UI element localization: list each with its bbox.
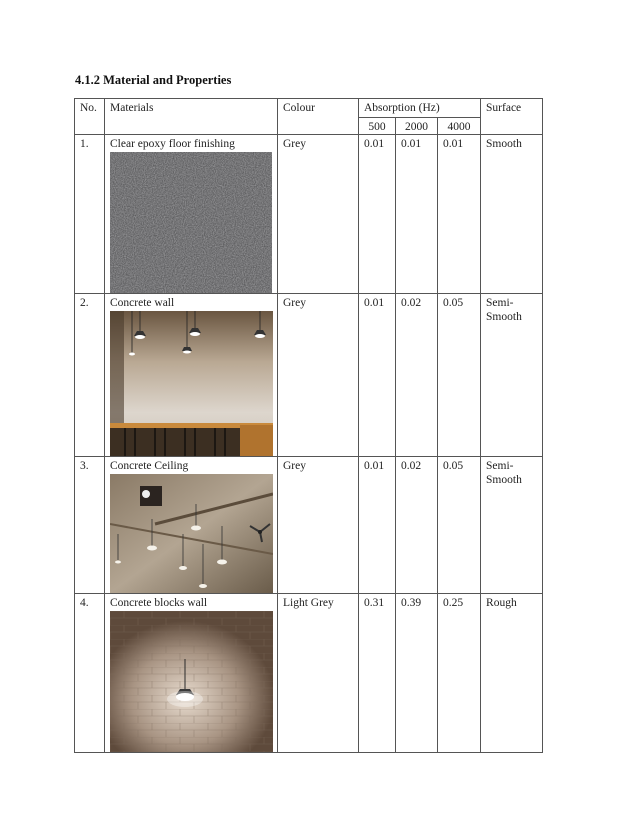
material-cell (105, 135, 278, 294)
header-freq-500: 500 (359, 118, 396, 135)
absorption-4000: 0.25 (438, 594, 481, 753)
absorption-4000: 0.05 (438, 294, 481, 457)
material-cell (105, 594, 278, 753)
surface-cell: Semi-Smooth (481, 457, 543, 594)
absorption-500: 0.01 (359, 294, 396, 457)
table-row (75, 294, 543, 457)
table-row (75, 594, 543, 753)
material-name: Concrete wall (110, 297, 175, 309)
material-cell (105, 294, 278, 457)
concrete-wall-photo (110, 311, 272, 456)
absorption-2000: 0.02 (396, 457, 438, 594)
absorption-2000: 0.39 (396, 594, 438, 753)
concrete-block-wall-photo (110, 611, 272, 752)
absorption-4000: 0.05 (438, 457, 481, 594)
absorption-4000: 0.01 (438, 135, 481, 294)
row-number: 3. (75, 457, 105, 594)
concrete-ceiling-photo (110, 474, 272, 593)
colour-cell: Grey (278, 457, 359, 594)
colour-cell: Grey (278, 135, 359, 294)
absorption-500: 0.01 (359, 457, 396, 594)
row-number: 2. (75, 294, 105, 457)
absorption-500: 0.01 (359, 135, 396, 294)
section-heading: 4.1.2 Material and Properties (75, 73, 232, 87)
table-row (75, 135, 543, 294)
absorption-500: 0.31 (359, 594, 396, 753)
material-name: Concrete blocks wall (110, 597, 208, 609)
material-cell (105, 457, 278, 594)
table-row (75, 457, 543, 594)
row-number: 4. (75, 594, 105, 753)
table-header-row (75, 99, 543, 118)
header-freq-2000: 2000 (396, 118, 438, 135)
surface-cell: Smooth (481, 135, 543, 294)
epoxy-floor-photo (110, 152, 272, 293)
surface-cell: Rough (481, 594, 543, 753)
material-name: Concrete Ceiling (110, 460, 189, 472)
header-materials: Materials (105, 99, 278, 135)
material-name: Clear epoxy floor finishing (110, 138, 235, 150)
material-properties-table (74, 98, 543, 753)
surface-cell: Semi-Smooth (481, 294, 543, 457)
header-surface: Surface (481, 99, 543, 135)
header-colour: Colour (278, 99, 359, 135)
colour-cell: Light Grey (278, 594, 359, 753)
header-no: No. (75, 99, 105, 135)
colour-cell: Grey (278, 294, 359, 457)
row-number: 1. (75, 135, 105, 294)
absorption-2000: 0.01 (396, 135, 438, 294)
header-absorption: Absorption (Hz) (359, 99, 481, 118)
header-freq-4000: 4000 (438, 118, 481, 135)
absorption-2000: 0.02 (396, 294, 438, 457)
